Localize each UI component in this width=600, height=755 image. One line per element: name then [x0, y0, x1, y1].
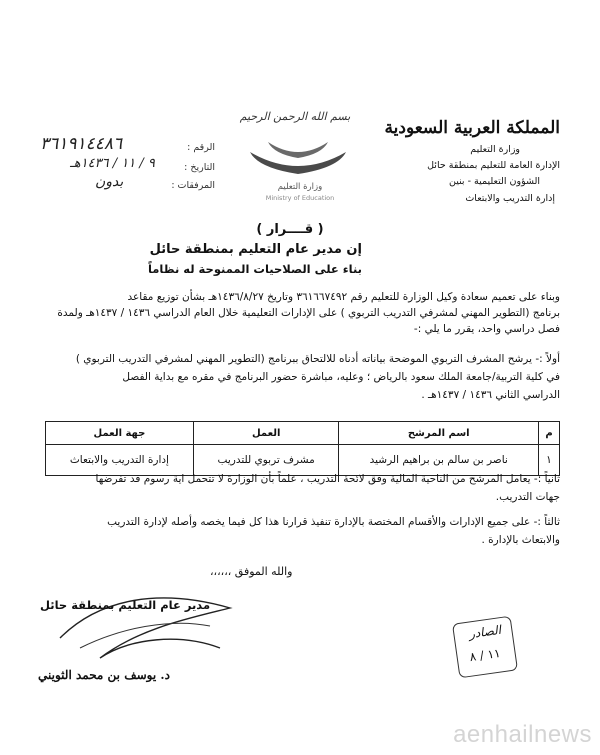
- number-label: الرقم :: [187, 142, 215, 153]
- logo-name: وزارة التعليم: [277, 182, 323, 192]
- header-line-2: الشؤون التعليمية - بنين: [448, 176, 540, 187]
- ministry-name: وزارة التعليم: [470, 144, 520, 155]
- signature-scribble-icon: [40, 578, 240, 673]
- table-row: [46, 445, 560, 476]
- intro-line-2: برنامج (التطوير المهني لمشرفي التدريب التربوي ) على الإدارات التعليمية خلال العام الدراسي ١٤٣٦ / ١٤٣٧هـ ولمدة: [57, 307, 560, 319]
- stamp-number: ١١ / ٨: [468, 645, 502, 665]
- table-header-row: [46, 422, 560, 445]
- cell-job: مشرف تربوي للتدريب: [193, 445, 339, 476]
- clause-second-line-1: ثانياً :- يعامل المرشح من الناحية المالية وفق لائحة التدريب ، علماً بأن الوزارة لا تتحمل اية رسوم قد تفرضها: [95, 473, 560, 485]
- intro-line-3: فصل دراسي واحد، يقرر ما يلي :-: [413, 323, 560, 335]
- decision-heading: ( قــــرار ): [256, 222, 324, 237]
- reference-block: [40, 134, 215, 194]
- header-dept: جهة العمل: [46, 422, 194, 445]
- closing-text: والله الموفق ،،،،،،: [210, 565, 293, 578]
- basmala: بسم الله الرحمن الرحيم: [239, 110, 351, 123]
- date-label: التاريخ :: [184, 162, 215, 173]
- cell-dept: إدارة التدريب والابتعاث: [46, 445, 194, 476]
- clause-first-line-3: الدراسي الثاني ١٤٣٦ / ١٤٣٧هـ .: [421, 389, 560, 401]
- clause-first-line-1: أولاً :- يرشح المشرف التربوي الموضحة بياناته أدناه للالتحاق ببرنامج (التطوير المهني لمشرفي التدريب التربوي ): [75, 353, 560, 365]
- header-line-3: إدارة التدريب والابتعاث: [465, 193, 555, 204]
- decision-title-2: بناء على الصلاحيات الممنوحة له نظاماً: [147, 262, 362, 276]
- number-value: ٣٦١٩١٤٤٨٦: [40, 134, 123, 154]
- date-value: ٩ / ١١ / ١٤٣٦هـ: [70, 156, 155, 171]
- clause-third-line-1: ثالثاً :- على جميع الإدارات والأقسام المختصة بالإدارة تنفيذ قرارنا هذا كل فيما يخصه وأصله لإدارة التدريب: [107, 516, 560, 528]
- header-job: العمل: [193, 422, 339, 445]
- stamp-text: الصادر: [468, 622, 502, 642]
- clause-first-line-2: في كلية التربية/جامعة الملك سعود بالرياض ؛ وعليه، مباشرة حضور البرنامج في مقره مع بداية الفصل: [122, 371, 560, 383]
- logo-english: Ministry of Education: [265, 194, 335, 202]
- decision-title-1: إن مدير عام التعليم بمنطقة حائل: [149, 242, 362, 257]
- intro-line-1: وبناء على تعميم سعادة وكيل الوزارة للتعليم رقم ٣٦١٦٦٧٤٩٢ وتاريخ ١٤٣٦/٨/٢٧هـ بشأن توزيع مقاعد: [127, 291, 560, 303]
- header-line-1: الإدارة العامة للتعليم بمنطقة حائل: [427, 160, 560, 171]
- signature-title: مدير عام التعليم بمنطقة حائل: [40, 598, 211, 612]
- candidate-table: [45, 421, 560, 476]
- cell-name: ناصر بن سالم بن براهيم الرشيد: [339, 445, 539, 476]
- attachments-label: المرفقات :: [171, 180, 215, 191]
- clause-third-line-2: والابتعاث بالإدارة .: [481, 534, 560, 546]
- kingdom-title: المملكة العربية السعودية: [384, 118, 560, 138]
- cell-index: ١: [539, 445, 560, 476]
- watermark: aenhailnews: [453, 721, 592, 748]
- header-name: اسم المرشح: [339, 422, 539, 445]
- header-index: م: [539, 422, 560, 445]
- signature-name: د. يوسف بن محمد الثويني: [38, 668, 170, 682]
- attachments-value: بدون: [95, 174, 124, 190]
- clause-second-line-2: جهات التدريب.: [495, 491, 560, 503]
